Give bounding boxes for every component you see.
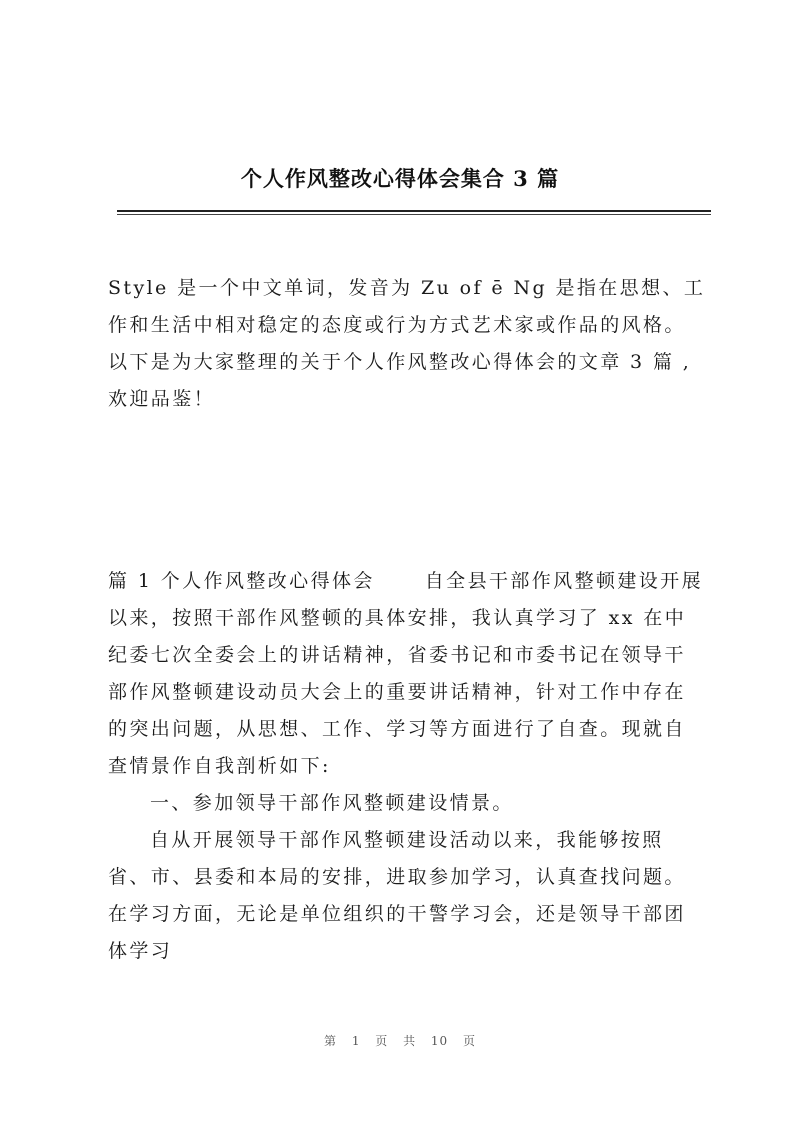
- section-1-subheading: 一、参加领导干部作风整顿建设情景。: [150, 792, 514, 814]
- intro-paragraph: Style 是一个中文单词，发音为 Zu of ē Ng 是指在思想、工作和生活中相对稳定的态度或行为方式艺术家或作品的风格。 以下是为大家整理的关于个人作风整改心得体会的文章 3 篇 ,欢迎品鉴！: [108, 277, 706, 410]
- section-1: [108, 563, 706, 970]
- section-1-lead: 自全县干部作风整顿建设开展以来，按照干部作风整顿的具体安排，我认真学习了 xx 在中纪委七次全委会上的讲话精神，省委书记和市委书记在领导干部作风整顿建设动员大会上的重要讲话精神，针对工作中存在的突出问题，从思想、工作、学习等方面进行了自查。现就自查情景作自我剖析如下:: [108, 570, 703, 777]
- document-title: 个人作风整改心得体会集合 3 篇: [240, 166, 560, 191]
- section-1-lead-paragraph: [108, 563, 706, 785]
- intro-block: [108, 270, 706, 418]
- section-1-heading: 篇 1 个人作风整改心得体会: [108, 570, 375, 592]
- page-footer: 第 1 页 共 10 页: [324, 1034, 476, 1048]
- title-divider: [117, 210, 711, 212]
- section-1-paragraph: 自从开展领导干部作风整顿建设活动以来，我能够按照省、市、县委和本局的安排，进取参加学习，认真查找问题。在学习方面，无论是单位组织的干警学习会，还是领导干部团体学习: [108, 829, 686, 962]
- title-divider-thin: [117, 214, 711, 215]
